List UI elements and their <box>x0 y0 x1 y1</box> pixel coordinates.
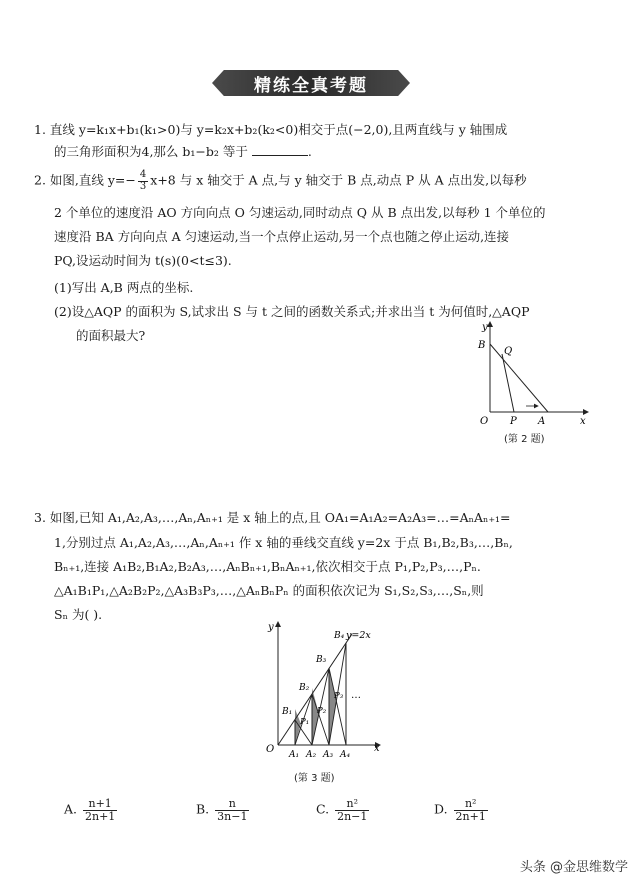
option-b[interactable] <box>196 798 251 822</box>
q3-line4: △A₁B₁P₁,△A₂B₂P₂,△A₃B₃P₃,…,△AₙBₙPₙ 的面积依次记为 S₁,S₂,S₃,…,Sₙ,则 <box>54 583 484 598</box>
fig2-label-o: O <box>480 416 489 427</box>
q3-line2: 1,分别过点 A₁,A₂,A₃,…,Aₙ,Aₙ₊₁ 作 x 轴的垂线交直线 y=2x 于点 B₁,B₂,B₃,…,Bₙ, <box>54 535 513 550</box>
q2-line3: 速度沿 BA 方向向点 A 匀速运动,当一个点停止运动,另一个点也随之停止运动,连接 <box>54 229 510 244</box>
q3-line3: Bₙ₊₁,连接 A₁B₂,B₁A₂,B₂A₃,…,AₙBₙ₊₁,BₙAₙ₊₁,依次相交于点 P₁,P₂,P₃,…,Pₙ. <box>54 559 481 574</box>
fig3-label-a2: A₂ <box>306 750 317 758</box>
q3-number: 3. <box>34 510 46 525</box>
fig3-label-o: O <box>266 744 275 755</box>
fig2-label-x: x <box>580 416 586 427</box>
q2-line1 <box>34 170 527 192</box>
option-d-fraction <box>454 798 488 822</box>
q2-figure <box>468 316 596 428</box>
fig3-label-x: x <box>374 743 380 754</box>
option-a[interactable] <box>64 798 119 822</box>
fig3-label-y: y <box>268 622 274 633</box>
option-a-numerator: n+1 <box>83 798 117 811</box>
fig3-label-a1: A₁ <box>289 750 300 758</box>
q2-frac-numerator: 4 <box>139 169 147 180</box>
fig3-ellipsis: … <box>351 690 361 701</box>
q1-number: 1. <box>34 122 46 137</box>
q2-text-1b: x+8 与 x 轴交于 A 点,与 y 轴交于 B 点,动点 P 从 A 点出发,以每秒 <box>150 172 527 188</box>
q1-period: . <box>307 144 312 159</box>
segment-pq <box>502 354 514 412</box>
q2-number: 2. <box>34 172 46 188</box>
fig3-label-p1: P₁ <box>300 717 310 727</box>
line-ab <box>490 344 548 412</box>
q3-line5: Sₙ 为( ). <box>54 607 103 622</box>
fig3-label-b2: B₂ <box>299 683 310 693</box>
fig2-label-y: y <box>482 322 488 333</box>
option-c[interactable] <box>316 798 371 822</box>
triangle-3 <box>329 667 336 745</box>
option-c-denominator: 2n−1 <box>337 809 368 823</box>
banner-title: 精练全真考题 <box>254 76 368 96</box>
q2-sub2b: 的面积最大? <box>76 328 146 343</box>
q3-text-1: 如图,已知 A₁,A₂,A₃,…,Aₙ,Aₙ₊₁ 是 x 轴上的点,且 OA₁=A₁A₂=A₂A₃=…=AₙAₙ₊₁= <box>49 510 511 525</box>
option-d-denominator: 2n+1 <box>455 809 486 823</box>
fig3-label-p2: P₂ <box>317 706 327 716</box>
fig3-label-b1: B₁ <box>282 707 293 717</box>
fig3-label-b4: B₄ <box>334 631 345 641</box>
fig2-label-p: P <box>510 416 517 427</box>
fig2-label-q: Q <box>504 346 513 357</box>
answer-blank <box>252 145 308 156</box>
q3-figure <box>256 616 396 758</box>
fig2-label-b: B <box>478 340 486 351</box>
option-a-denominator: 2n+1 <box>85 809 116 823</box>
option-d-letter: D. <box>434 801 448 817</box>
fig3-label-a3: A₃ <box>323 750 334 758</box>
option-d-numerator: n² <box>454 798 488 811</box>
section-banner <box>212 66 410 100</box>
q2-text-1a: 如图,直线 y=− <box>49 172 136 188</box>
option-b-fraction <box>215 798 249 822</box>
q1-line1 <box>34 120 507 139</box>
q2-frac-denominator: 3 <box>139 180 147 192</box>
option-c-numerator: n² <box>335 798 369 811</box>
fig3-label-b3: B₃ <box>316 655 327 665</box>
q1-text-2: 的三角形面积为4,那么 b₁−b₂ 等于 <box>54 144 248 159</box>
q1-text-1: 直线 y=k₁x+b₁(k₁>0)与 y=k₂x+b₂(k₂<0)相交于点(−2,0),且两直线与 y 轴围成 <box>49 122 508 137</box>
q2-sub1: (1)写出 A,B 两点的坐标. <box>54 280 194 295</box>
option-c-letter: C. <box>316 801 330 817</box>
fig2-label-a: A <box>538 416 546 427</box>
fig3-label-line: y=2x <box>346 630 371 641</box>
q1-line2 <box>54 142 312 161</box>
option-b-denominator: 3n−1 <box>217 809 248 823</box>
option-a-letter: A. <box>64 801 78 817</box>
q2-line2: 2 个单位的速度沿 AO 方向向点 O 匀速运动,同时动点 Q 从 B 点出发,以每秒 1 个单位的 <box>54 205 546 220</box>
option-c-fraction <box>335 798 369 822</box>
q3-caption: (第 3 题) <box>294 773 335 784</box>
fig3-label-p3: P₃ <box>334 691 344 701</box>
option-b-numerator: n <box>215 798 249 811</box>
fig3-label-a4: A₄ <box>340 750 351 758</box>
q2-caption: (第 2 题) <box>504 434 545 445</box>
q3-line1 <box>34 508 511 527</box>
q2-line4: PQ,设运动时间为 t(s)(0<t≤3). <box>54 253 232 268</box>
option-b-letter: B. <box>196 801 210 817</box>
watermark: 头条 @金思维数学 <box>519 860 628 875</box>
q2-sub2a: (2)设△AQP 的面积为 S,试求出 S 与 t 之间的函数关系式;并求出当 t 为何值时,△AQP <box>54 304 530 319</box>
q2-fraction <box>138 170 148 192</box>
option-d[interactable] <box>434 798 490 822</box>
option-a-fraction <box>83 798 117 822</box>
